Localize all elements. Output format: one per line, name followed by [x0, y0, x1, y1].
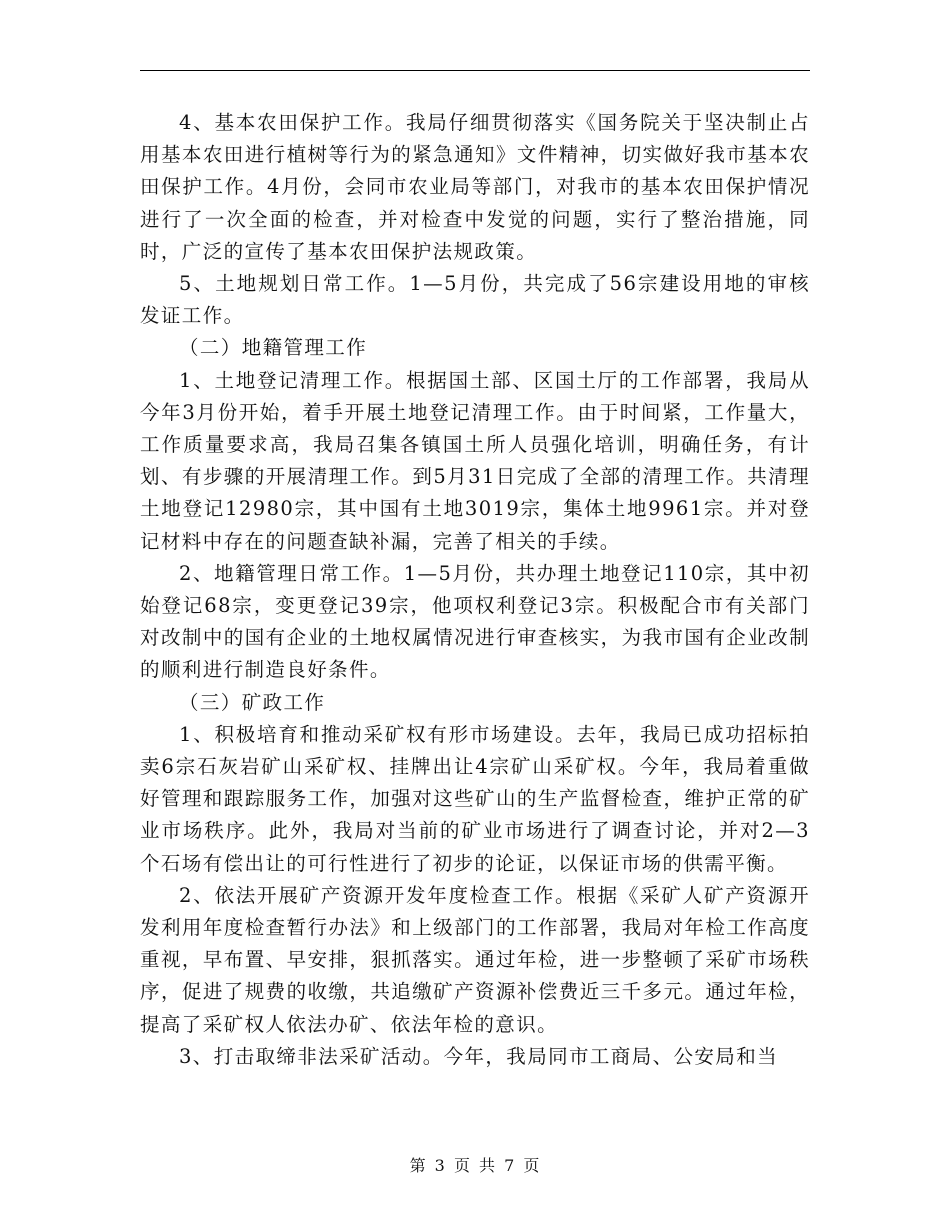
document-body [140, 107, 810, 1073]
paragraph-illegal-mining: 3、打击取缔非法采矿活动。今年，我局同市工商局、公安局和当 [179, 1044, 779, 1068]
paragraph-mining-market: 1、积极培育和推动采矿权有形市场建设。去年，我局已成功招标拍卖6宗石灰岩矿山采矿权、挂牌出让4宗矿山采矿权。今年，我局着重做好管理和跟踪服务工作，加强对这些矿山的生产监督检查，维护正常的矿业市场秩序。此外，我局对当前的矿业市场进行了调查讨论，并对2—3 个石场有偿出让的可行性进行了初步的论证，以保证市场的供需平衡。 [140, 722, 810, 875]
paragraph-annual-inspection: 2、依法开展矿产资源开发年度检查工作。根据《采矿人矿产资源开发利用年度检查暂行办法》和上级部门的工作部署，我局对年检工作高度重视，早布置、早安排，狠抓落实。通过年检，进一步整顿了采矿市场秩序，促进了规费的收缴，共追缴矿产资源补偿费近三千多元。通过年检，提高了采矿权人依法办矿、依法年检的意识。 [140, 883, 810, 1036]
paragraph-land-registration-cleanup: 1、土地登记清理工作。根据国土部、区国土厅的工作部署，我局从今年3月份开始，着手开展土地登记清理工作。由于时间紧，工作量大，工作质量要求高，我局召集各镇国土所人员强化培训，明确任务，有计划、有步骤的开展清理工作。到5月31日完成了全部的清理工作。共清理土地登记12980宗，其中国有土地3019宗，集体土地9961宗。并对登记材料中存在的问题查缺补漏，完善了相关的手续。 [140, 368, 810, 553]
paragraph-land-planning: 5、土地规划日常工作。1—5月份，共完成了56宗建设用地的审核发证工作。 [140, 272, 810, 328]
section-heading-cadastral: （二）地籍管理工作 [179, 336, 368, 360]
header-rule [140, 70, 810, 71]
section-heading-mining: （三）矿政工作 [179, 690, 326, 714]
page-number: 第 3 页 共 7 页 [409, 1156, 541, 1175]
paragraph-cadastral-daily-work: 2、地籍管理日常工作。1—5月份，共办理土地登记110宗，其中初始登记68宗，变更登记39宗，他项权利登记3宗。积极配合市有关部门对改制中的国有企业的土地权属情况进行审查核实，为我市国有企业改制的顺利进行制造良好条件。 [140, 561, 810, 682]
paragraph-farmland-protection: 4、基本农田保护工作。我局仔细贯彻落实《国务院关于坚决制止占用基本农田进行植树等行为的紧急通知》文件精神，切实做好我市基本农田保护工作。4月份，会同市农业局等部门，对我市的基本农田保护情况进行了一次全面的检查，并对检查中发觉的问题，实行了整治措施，同时，广泛的宣传了基本农田保护法规政策。 [140, 111, 810, 263]
